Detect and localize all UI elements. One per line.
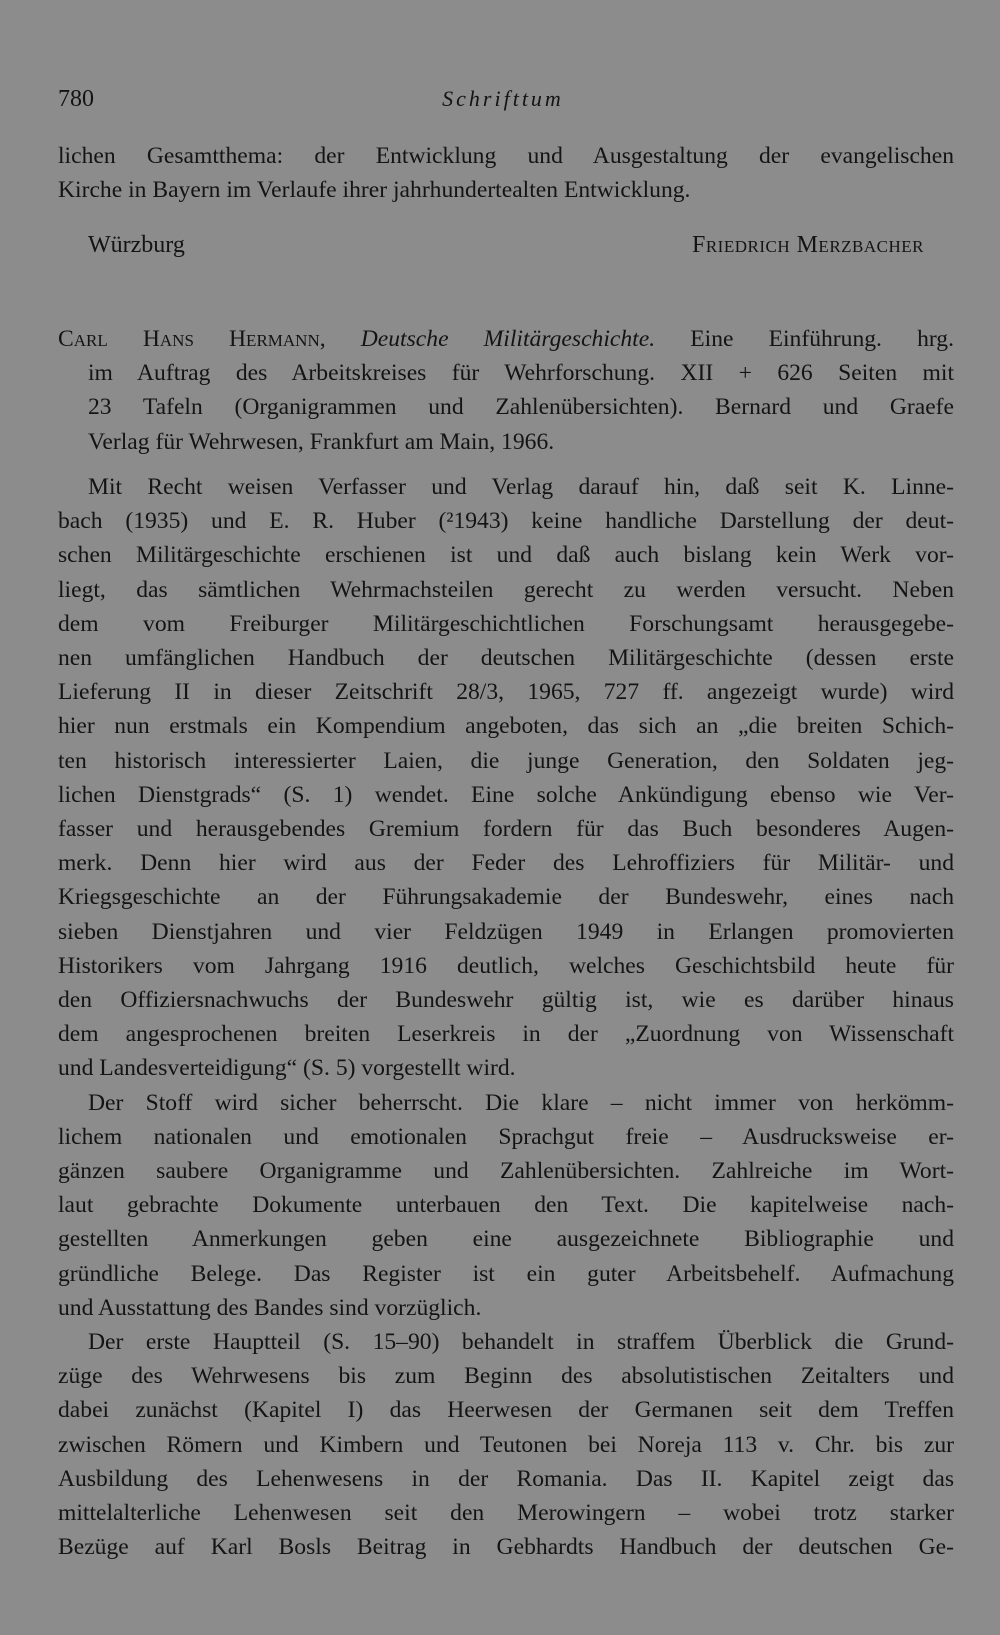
text-line: nen umfänglichen Handbuch der deutschen Militärgeschichte (dessen erste: [58, 645, 954, 672]
text-line: lichen Dienstgrads“ (S. 1) wendet. Eine solche Ankündigung ebenso wie Ver-: [58, 781, 954, 808]
book-citation: [58, 322, 954, 459]
text-line: dem vom Freiburger Militärgeschichtlichen Forschungsamt herausgegebe-: [58, 610, 954, 637]
text-line: gänzen saubere Organigramme und Zahlenübersichten. Zahlreiche im Wort-: [58, 1158, 954, 1185]
text-line: fasser und herausgebendes Gremium fordern für das Buch besonderes Augen-: [58, 816, 954, 843]
text-line: den Offiziersnachwuchs der Bundeswehr gültig ist, wie es darüber hinaus: [58, 987, 954, 1014]
paragraph: [58, 1325, 954, 1564]
text-line: schen Militärgeschichte erschienen ist und daß auch bislang kein Werk vor-: [58, 542, 954, 569]
citation-line: 23 Tafeln (Organigrammen und Zahlenübersichten). Bernard und Graefe: [88, 394, 954, 421]
text-line: Ausbildung des Lehenwesens in der Romania. Das II. Kapitel zeigt das: [58, 1465, 954, 1492]
text-line: Bezüge auf Karl Bosls Beitrag in Gebhardts Handbuch der deutschen Ge-: [58, 1534, 954, 1561]
text-line: hier nun erstmals ein Kompendium angeboten, das sich an „die breiten Schich-: [58, 713, 954, 740]
text-line: und Landesverteidigung“ (S. 5) vorgestellt wird.: [58, 1055, 516, 1082]
running-head: Schrifttum: [442, 86, 564, 111]
text-line: ten historisch interessierter Laien, die junge Generation, den Soldaten jeg-: [58, 747, 954, 774]
text-line: mittelalterliche Lehenwesen seit den Merowingern – wobei trotz starker: [58, 1500, 954, 1527]
review-body: [58, 470, 954, 1565]
citation-line: im Auftrag des Arbeitskreises für Wehrforschung. XII + 626 Seiten mit: [88, 360, 954, 387]
text-line: bach (1935) und E. R. Huber (²1943) keine handliche Darstellung der deut-: [58, 508, 954, 535]
page-number: 780: [58, 86, 94, 112]
text-line: Historikers vom Jahrgang 1916 deutlich, welches Geschichtsbild heute für: [58, 952, 954, 979]
page-header: [58, 86, 948, 122]
text-line: lichem nationalen und emotionalen Sprachgut freie – Ausdrucksweise er-: [58, 1123, 954, 1150]
citation-line: [58, 322, 954, 356]
citation-line: Verlag für Wehrwesen, Frankfurt am Main, 1966.: [88, 428, 555, 455]
text-line: dabei zunächst (Kapitel I) das Heerwesen der Germanen seit dem Treffen: [58, 1397, 954, 1424]
text-line: Kriegsgeschichte an der Führungsakademie der Bundeswehr, eines nach: [58, 884, 954, 911]
text-line: gestellten Anmerkungen geben eine ausgezeichnete Bibliographie und: [58, 1226, 954, 1253]
text-line: laut gebrachte Dokumente unterbauen den Text. Die kapitelweise nach-: [58, 1192, 954, 1219]
citation-line1-rest: Eine Einführung. hrg.: [690, 326, 954, 352]
text-line: liegt, das sämtlichen Wehrmachsteilen gerecht zu werden versucht. Neben: [58, 576, 954, 603]
text-line: Mit Recht weisen Verfasser und Verlag darauf hin, daß seit K. Linne-: [88, 474, 954, 500]
text-line: Kirche in Bayern im Verlaufe ihrer jahrhundertealten Entwicklung.: [58, 177, 691, 204]
text-line: gründliche Belege. Das Register ist ein guter Arbeitsbehelf. Aufmachung: [58, 1260, 954, 1287]
text-line: merk. Denn hier wird aus der Feder des Lehroffiziers für Militär- und: [58, 850, 954, 877]
text-line: sieben Dienstjahren und vier Feldzügen 1949 in Erlangen promovierten: [58, 918, 954, 945]
signature-place: Würzburg: [88, 232, 185, 258]
text-line: züge des Wehrwesens bis zum Beginn des absolutistischen Zeitalters und: [58, 1363, 954, 1390]
paragraph: [58, 470, 954, 1086]
paragraph: [58, 1086, 954, 1325]
text-line: lichen Gesamtthema: der Entwicklung und Ausgestaltung der evangelischen: [58, 143, 954, 169]
signature-reviewer: Friedrich Merzbacher: [691, 232, 924, 258]
previous-review-ending: [58, 139, 954, 207]
book-title: Deutsche Militärgeschichte.: [360, 326, 656, 352]
text-line: zwischen Römern und Kimbern und Teutonen bei Noreja 113 v. Chr. bis zur: [58, 1431, 954, 1458]
text-line: Der Stoff wird sicher beherrscht. Die klare – nicht immer von herkömm-: [88, 1089, 954, 1116]
text-line: Lieferung II in dieser Zeitschrift 28/3, 1965, 727 ff. angezeigt wurde) wird: [58, 679, 954, 706]
text-line: dem angesprochenen breiten Leserkreis in der „Zuordnung von Wissenschaft: [58, 1021, 954, 1048]
book-author: Carl Hans Hermann,: [58, 326, 326, 352]
text-line: und Ausstattung des Bandes sind vorzüglich.: [58, 1294, 482, 1321]
text-line: Der erste Hauptteil (S. 15–90) behandelt in straffem Überblick die Grund-: [88, 1329, 954, 1356]
